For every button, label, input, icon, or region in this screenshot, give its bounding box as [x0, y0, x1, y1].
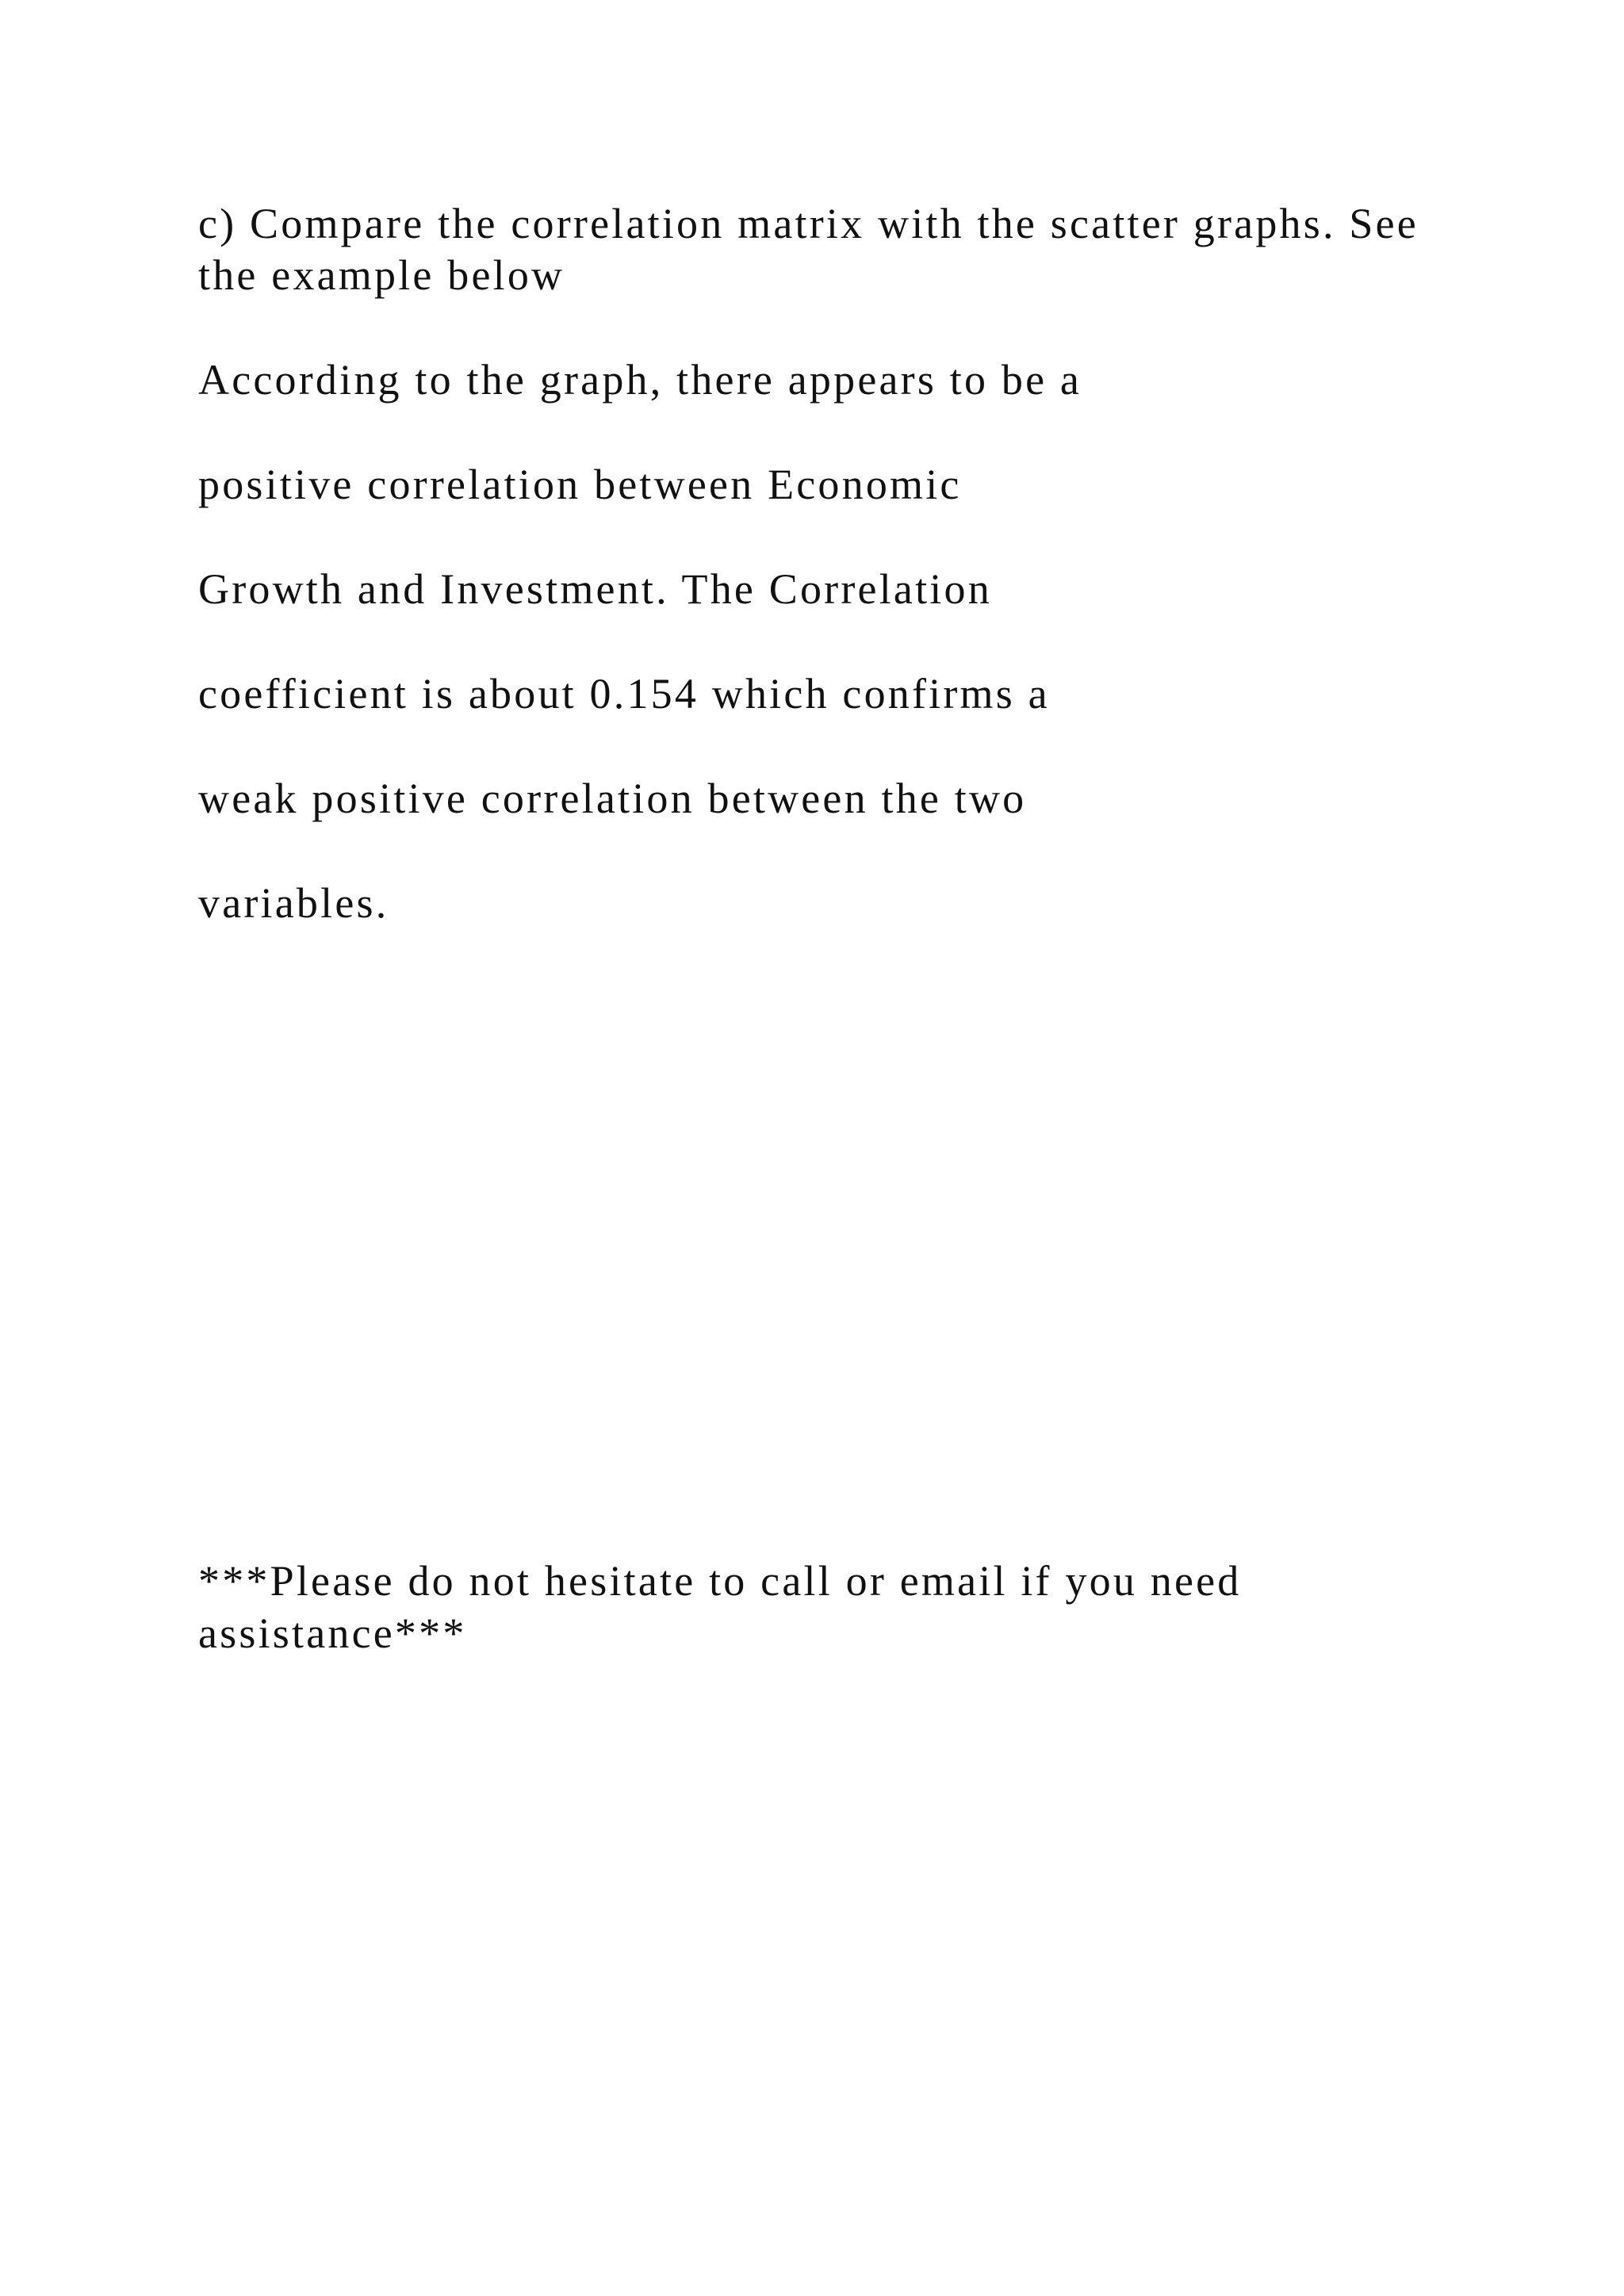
intro-text-line-1: c) Compare the correlation matrix with the scatter graphs. See [198, 200, 1419, 247]
body-text-line-6: variables. [198, 879, 389, 927]
body-text-line-1: According to the graph, there appears to be a [198, 356, 1082, 404]
body-text-line-5: weak positive correlation between the two [198, 775, 1027, 822]
footer-text-line-2: assistance*** [198, 1609, 467, 1657]
footer-text-line-1: ***Please do not hesitate to call or email if you need [198, 1557, 1242, 1605]
intro-text-line-2: the example below [198, 251, 565, 299]
body-text-line-3: Growth and Investment. The Correlation [198, 565, 992, 613]
body-text-line-4: coefficient is about 0.154 which confirms a [198, 670, 1050, 718]
body-text-line-2: positive correlation between Economic [198, 461, 962, 508]
